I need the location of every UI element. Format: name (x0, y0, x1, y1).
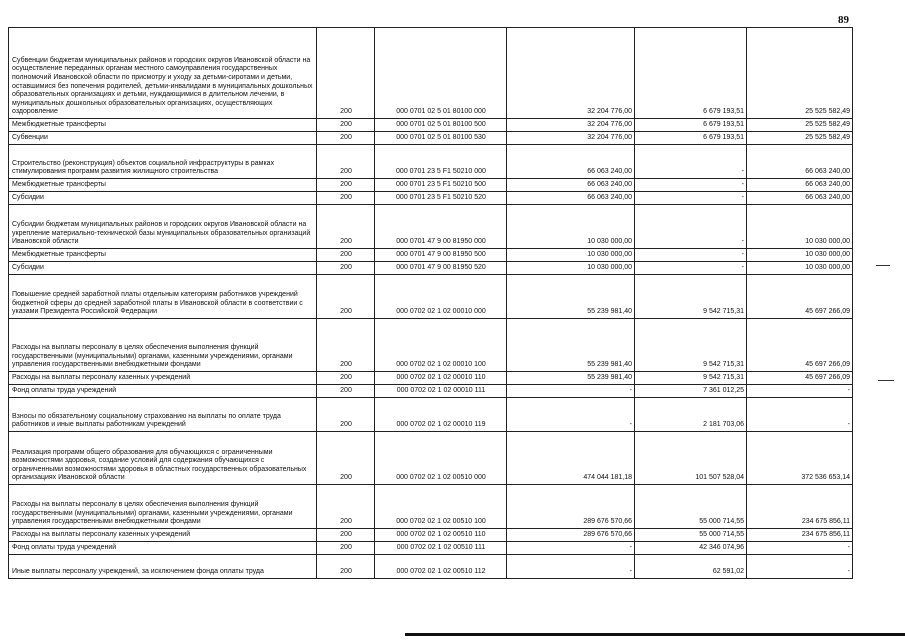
classification-code: 000 0701 23 5 F1 50210 500 (375, 179, 507, 192)
table-row (9, 319, 853, 372)
line-code: 200 (317, 372, 375, 385)
planned-amount: 32 204 776,00 (507, 119, 635, 132)
planned-amount: 32 204 776,00 (507, 132, 635, 145)
executed-amount: 6 679 193,51 (635, 119, 747, 132)
executed-amount: 6 679 193,51 (635, 132, 747, 145)
unexecuted-amount: 25 525 582,49 (747, 119, 853, 132)
unexecuted-amount: - (747, 555, 853, 579)
planned-amount: 55 239 981,40 (507, 372, 635, 385)
table-row (9, 432, 853, 485)
item-name: Реализация программ общего образования для обучающихся с ограниченными возможностями здоровья, создание условий для содержания обучающихся с ограниченными возможностями здоровья в областных государственных образовательных организациях Ивановской области (9, 432, 317, 485)
table-row (9, 385, 853, 398)
line-code: 200 (317, 249, 375, 262)
table-row (9, 192, 853, 205)
item-name: Расходы на выплаты персоналу казенных учреждений (9, 372, 317, 385)
table-row (9, 555, 853, 579)
table-row (9, 249, 853, 262)
classification-code: 000 0702 02 1 02 00010 111 (375, 385, 507, 398)
executed-amount: 2 181 703,06 (635, 398, 747, 432)
classification-code: 000 0702 02 1 02 00010 100 (375, 319, 507, 372)
line-code: 200 (317, 28, 375, 119)
table-row (9, 132, 853, 145)
item-name: Расходы на выплаты персоналу в целях обеспечения выполнения функций государственными (муниципальными) органами, казенными учреждениями, органами управления государственными внебюджетными фондами (9, 485, 317, 529)
classification-code: 000 0702 02 1 02 00510 111 (375, 542, 507, 555)
page-number: 89 (838, 14, 849, 26)
line-code: 200 (317, 432, 375, 485)
table-row (9, 542, 853, 555)
line-code: 200 (317, 192, 375, 205)
executed-amount: 6 679 193,51 (635, 28, 747, 119)
classification-code: 000 0701 47 9 00 81950 000 (375, 205, 507, 249)
planned-amount: - (507, 542, 635, 555)
item-name: Фонд оплаты труда учреждений (9, 542, 317, 555)
planned-amount: 10 030 000,00 (507, 205, 635, 249)
unexecuted-amount: 66 063 240,00 (747, 179, 853, 192)
line-code: 200 (317, 145, 375, 179)
table-row (9, 529, 853, 542)
unexecuted-amount: 372 536 653,14 (747, 432, 853, 485)
line-code: 200 (317, 555, 375, 579)
table-row (9, 275, 853, 319)
planned-amount: 32 204 776,00 (507, 28, 635, 119)
planned-amount: 66 063 240,00 (507, 179, 635, 192)
unexecuted-amount: 45 697 266,09 (747, 319, 853, 372)
classification-code: 000 0701 47 9 00 81950 520 (375, 262, 507, 275)
executed-amount: 7 361 012,25 (635, 385, 747, 398)
item-name: Субсидии (9, 262, 317, 275)
item-name: Расходы на выплаты персоналу в целях обеспечения выполнения функций государственными (муниципальными) органами, казенными учреждениями, органами управления государственными внебюджетными фондами (9, 319, 317, 372)
executed-amount: 55 000 714,55 (635, 485, 747, 529)
table-body (9, 28, 853, 579)
margin-mark (878, 380, 894, 381)
executed-amount: - (635, 249, 747, 262)
unexecuted-amount: - (747, 398, 853, 432)
planned-amount: 66 063 240,00 (507, 192, 635, 205)
classification-code: 000 0702 02 1 02 00510 110 (375, 529, 507, 542)
line-code: 200 (317, 542, 375, 555)
unexecuted-amount: 25 525 582,49 (747, 132, 853, 145)
executed-amount: 42 346 074,96 (635, 542, 747, 555)
unexecuted-amount: 45 697 266,09 (747, 372, 853, 385)
item-name: Иные выплаты персоналу учреждений, за исключением фонда оплаты труда (9, 555, 317, 579)
executed-amount: - (635, 262, 747, 275)
item-name: Субвенции (9, 132, 317, 145)
executed-amount: - (635, 192, 747, 205)
line-code: 200 (317, 385, 375, 398)
unexecuted-amount: 25 525 582,49 (747, 28, 853, 119)
planned-amount: - (507, 555, 635, 579)
table-row (9, 398, 853, 432)
line-code: 200 (317, 398, 375, 432)
executed-amount: 9 542 715,31 (635, 372, 747, 385)
table-row (9, 372, 853, 385)
planned-amount: 10 030 000,00 (507, 262, 635, 275)
executed-amount: - (635, 179, 747, 192)
planned-amount: 66 063 240,00 (507, 145, 635, 179)
classification-code: 000 0702 02 1 02 00510 000 (375, 432, 507, 485)
executed-amount: 101 507 528,04 (635, 432, 747, 485)
item-name: Взносы по обязательному социальному страхованию на выплаты по оплате труда работников и иные выплаты работникам учреждений (9, 398, 317, 432)
line-code: 200 (317, 132, 375, 145)
line-code: 200 (317, 205, 375, 249)
classification-code: 000 0701 23 5 F1 50210 000 (375, 145, 507, 179)
unexecuted-amount: 66 063 240,00 (747, 145, 853, 179)
table-row (9, 205, 853, 249)
item-name: Субсидии бюджетам муниципальных районов и городских округов Ивановской области на укрепление материально-технической базы муниципальных образовательных организаций Ивановской области (9, 205, 317, 249)
classification-code: 000 0701 02 5 01 80100 000 (375, 28, 507, 119)
unexecuted-amount: - (747, 385, 853, 398)
classification-code: 000 0701 02 5 01 80100 530 (375, 132, 507, 145)
line-code: 200 (317, 529, 375, 542)
item-name: Субсидии (9, 192, 317, 205)
classification-code: 000 0701 47 9 00 81950 500 (375, 249, 507, 262)
unexecuted-amount: 234 675 856,11 (747, 485, 853, 529)
unexecuted-amount: 10 030 000,00 (747, 262, 853, 275)
line-code: 200 (317, 275, 375, 319)
classification-code: 000 0702 02 1 02 00510 112 (375, 555, 507, 579)
margin-mark (876, 265, 890, 266)
planned-amount: - (507, 385, 635, 398)
line-code: 200 (317, 485, 375, 529)
table-row (9, 145, 853, 179)
unexecuted-amount: 10 030 000,00 (747, 205, 853, 249)
table-row (9, 119, 853, 132)
table-row (9, 179, 853, 192)
executed-amount: 9 542 715,31 (635, 319, 747, 372)
unexecuted-amount: 234 675 856,11 (747, 529, 853, 542)
item-name: Строительство (реконструкция) объектов социальной инфраструктуры в рамках стимулирования программ развития жилищного строительства (9, 145, 317, 179)
line-code: 200 (317, 179, 375, 192)
classification-code: 000 0702 02 1 02 00510 100 (375, 485, 507, 529)
classification-code: 000 0701 23 5 F1 50210 520 (375, 192, 507, 205)
item-name: Повышение средней заработной платы отдельным категориям работников учреждений бюджетной сферы до средней заработной платы в Ивановской области в соответствии с указами Президента Российской Федерации (9, 275, 317, 319)
classification-code: 000 0702 02 1 02 00010 110 (375, 372, 507, 385)
unexecuted-amount: 10 030 000,00 (747, 249, 853, 262)
planned-amount: - (507, 398, 635, 432)
executed-amount: 55 000 714,55 (635, 529, 747, 542)
table-row (9, 485, 853, 529)
budget-execution-table (8, 27, 853, 579)
planned-amount: 55 239 981,40 (507, 275, 635, 319)
item-name: Межбюджетные трансферты (9, 249, 317, 262)
unexecuted-amount: 66 063 240,00 (747, 192, 853, 205)
planned-amount: 289 676 570,66 (507, 529, 635, 542)
bottom-rule (405, 633, 905, 636)
executed-amount: - (635, 205, 747, 249)
table-row (9, 28, 853, 119)
item-name: Межбюджетные трансферты (9, 179, 317, 192)
line-code: 200 (317, 119, 375, 132)
executed-amount: 9 542 715,31 (635, 275, 747, 319)
planned-amount: 289 676 570,66 (507, 485, 635, 529)
planned-amount: 474 044 181,18 (507, 432, 635, 485)
line-code: 200 (317, 319, 375, 372)
line-code: 200 (317, 262, 375, 275)
classification-code: 000 0701 02 5 01 80100 500 (375, 119, 507, 132)
executed-amount: 62 591,02 (635, 555, 747, 579)
planned-amount: 10 030 000,00 (507, 249, 635, 262)
executed-amount: - (635, 145, 747, 179)
item-name: Субвенции бюджетам муниципальных районов и городских округов Ивановской области на осуществление переданных органам местного самоуправления государственных полномочий Ивановской области по присмотру и уходу за детьми-сиротами и детьми, оставшимися без попечения родителей, детьми-инвалидами в муниципальных дошкольных образовательных организациях и детьми, нуждающимися в длительном лечении, в муниципальных дошкольных образовательных организациях, осуществляющих оздоровление (9, 28, 317, 119)
item-name: Расходы на выплаты персоналу казенных учреждений (9, 529, 317, 542)
item-name: Межбюджетные трансферты (9, 119, 317, 132)
table-row (9, 262, 853, 275)
planned-amount: 55 239 981,40 (507, 319, 635, 372)
unexecuted-amount: 45 697 266,09 (747, 275, 853, 319)
unexecuted-amount: - (747, 542, 853, 555)
classification-code: 000 0702 02 1 02 00010 000 (375, 275, 507, 319)
item-name: Фонд оплаты труда учреждений (9, 385, 317, 398)
classification-code: 000 0702 02 1 02 00010 119 (375, 398, 507, 432)
